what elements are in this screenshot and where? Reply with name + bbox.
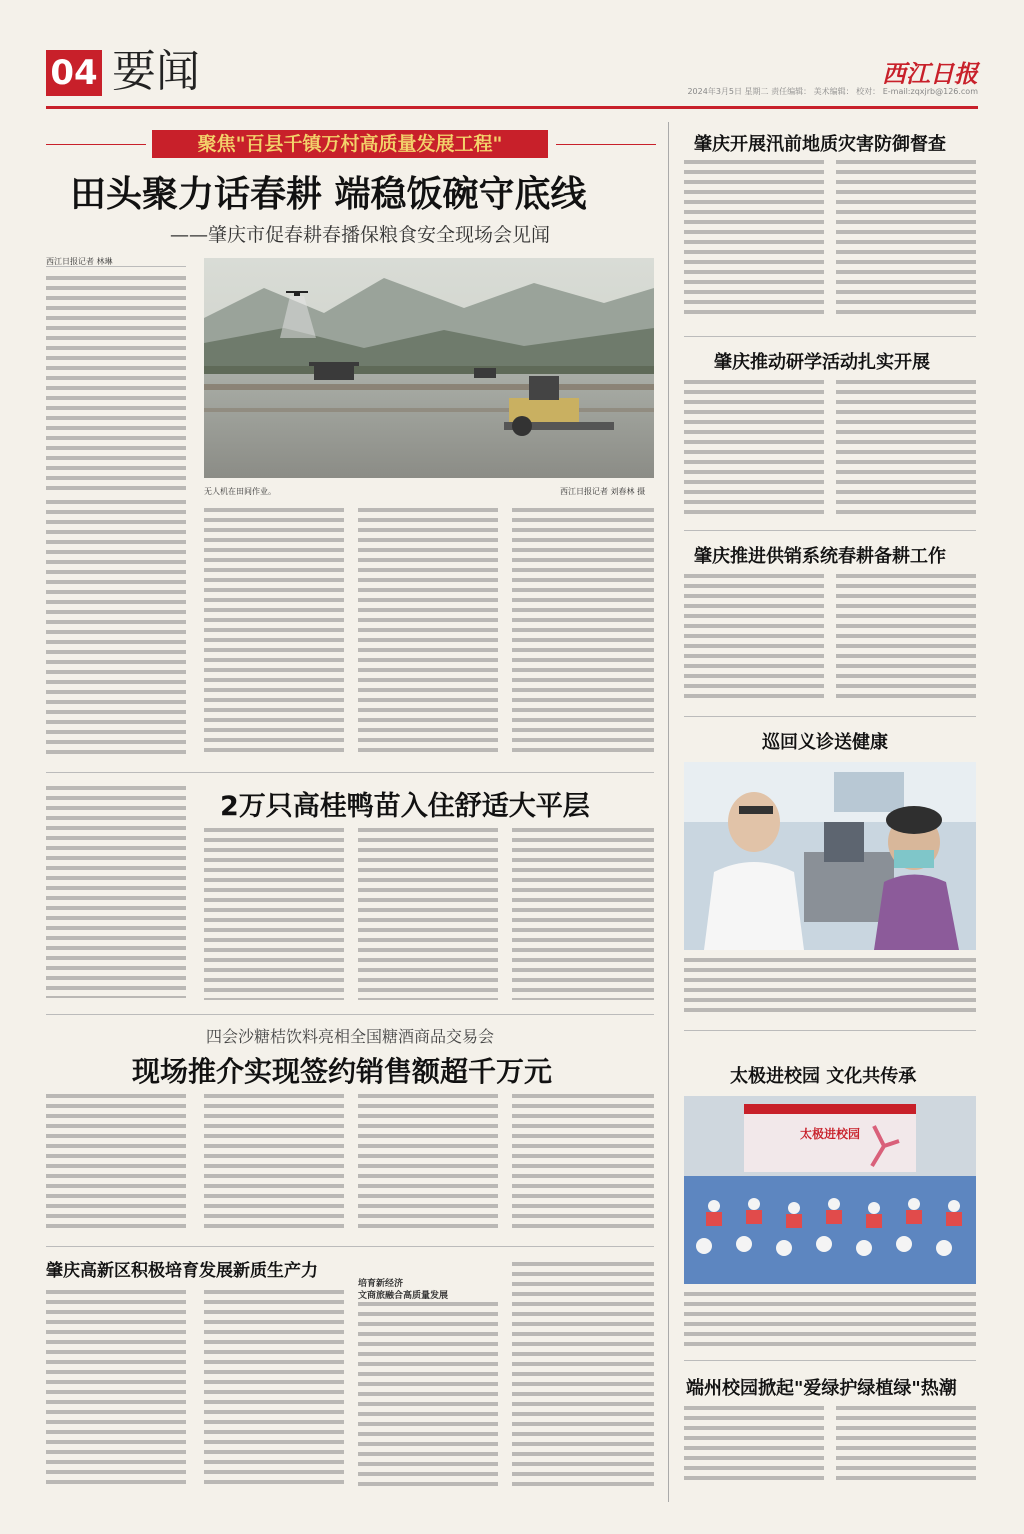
story2-text-col3 (358, 828, 498, 1000)
story2-text-col2 (204, 828, 344, 1000)
sidebar-story1-col2 (836, 160, 976, 320)
topic-banner: 聚焦"百县千镇万村高质量发展工程" (152, 130, 548, 158)
sidebar-story4-headline: 巡回义诊送健康 (762, 732, 888, 753)
banner-rule-right (556, 144, 656, 145)
section-rule-1 (46, 772, 654, 773)
sidebar-rule-2 (684, 530, 976, 531)
story3-text-col3 (358, 1094, 498, 1234)
sidebar-story5-headline: 太极进校园 文化共传承 (730, 1066, 917, 1087)
story3-text-col2 (204, 1094, 344, 1234)
lead-headline: 田头聚力话春耕 端稳饭碗守底线 (70, 174, 587, 215)
section-title: 要闻 (112, 46, 200, 97)
story4-subhead-1: 培育新经济 (358, 1279, 404, 1289)
banner-rule-left (46, 144, 146, 145)
poster-text: 太极进校园 (799, 1127, 861, 1141)
sidebar-story6-headline: 端州校园掀起"爱绿护绿植绿"热潮 (686, 1378, 957, 1399)
section-rule-3 (46, 1246, 654, 1247)
lead-text-col1 (46, 276, 186, 494)
story4-text-col4 (512, 1262, 654, 1486)
story4-text-col1 (46, 1290, 186, 1486)
story3-kicker: 四会沙糖桔饮料亮相全国糖酒商品交易会 (206, 1027, 495, 1046)
sidebar-story2-col1 (684, 380, 824, 516)
sidebar-rule-5 (684, 1360, 976, 1361)
clinic-photo (684, 762, 976, 950)
section-rule-2 (46, 1014, 654, 1015)
story3-headline: 现场推介实现签约销售额超千万元 (132, 1055, 553, 1088)
sidebar-rule-3 (684, 716, 976, 717)
lead-subhead: ——肇庆市促春耕春播保粮食安全现场会见闻 (170, 224, 551, 246)
story2-text-col4 (512, 828, 654, 1000)
sidebar-story3-col2 (836, 574, 976, 704)
lead-byline: 西江日报记者 林琳 (46, 257, 113, 266)
story3-text-col1 (46, 1094, 186, 1234)
story4-subhead-2: 文商旅融合高质量发展 (358, 1291, 449, 1301)
lead-text-col1b (46, 500, 186, 758)
newspaper-logo: 西江日报 (882, 59, 978, 88)
lead-text-col4 (512, 508, 654, 758)
sidebar-story3-headline: 肇庆推进供销系统春耕备耕工作 (694, 546, 946, 567)
issue-meta: 2024年3月5日 星期二 责任编辑： 美术编辑： 校对： E-mail:zqxjrb@126.com (687, 87, 978, 96)
clinic-caption-text (684, 958, 976, 1016)
lead-text-col3 (358, 508, 498, 758)
sidebar-story2-col2 (836, 380, 976, 516)
story4-text-col3 (358, 1302, 498, 1486)
story4-text-col2 (204, 1290, 344, 1486)
lead-photo-caption: 无人机在田间作业。 (204, 487, 276, 496)
story2-headline: 2万只高桂鸭苗入住舒适大平层 (220, 791, 590, 822)
lead-photo (204, 258, 654, 478)
sidebar-story6-col1 (684, 1406, 824, 1486)
taichi-caption-text (684, 1292, 976, 1348)
lead-photo-credit: 西江日报记者 刘春林 摄 (560, 487, 646, 496)
sidebar-story1-headline: 肇庆开展汛前地质灾害防御督查 (694, 134, 946, 155)
sidebar-story1-col1 (684, 160, 824, 320)
byline-rule (46, 266, 186, 267)
column-divider (668, 122, 669, 1502)
story4-headline: 肇庆高新区积极培育发展新质生产力 (46, 1261, 318, 1281)
page-number: 04 (46, 50, 102, 96)
taichi-photo (684, 1096, 976, 1284)
sidebar-rule-4 (684, 1030, 976, 1031)
top-rule (46, 106, 978, 109)
sidebar-rule-1 (684, 336, 976, 337)
sidebar-story2-headline: 肇庆推动研学活动扎实开展 (714, 352, 930, 373)
sidebar-story6-col2 (836, 1406, 976, 1486)
story2-text-col1 (46, 786, 186, 998)
lead-text-col2 (204, 508, 344, 758)
sidebar-story3-col1 (684, 574, 824, 704)
story3-text-col4 (512, 1094, 654, 1234)
